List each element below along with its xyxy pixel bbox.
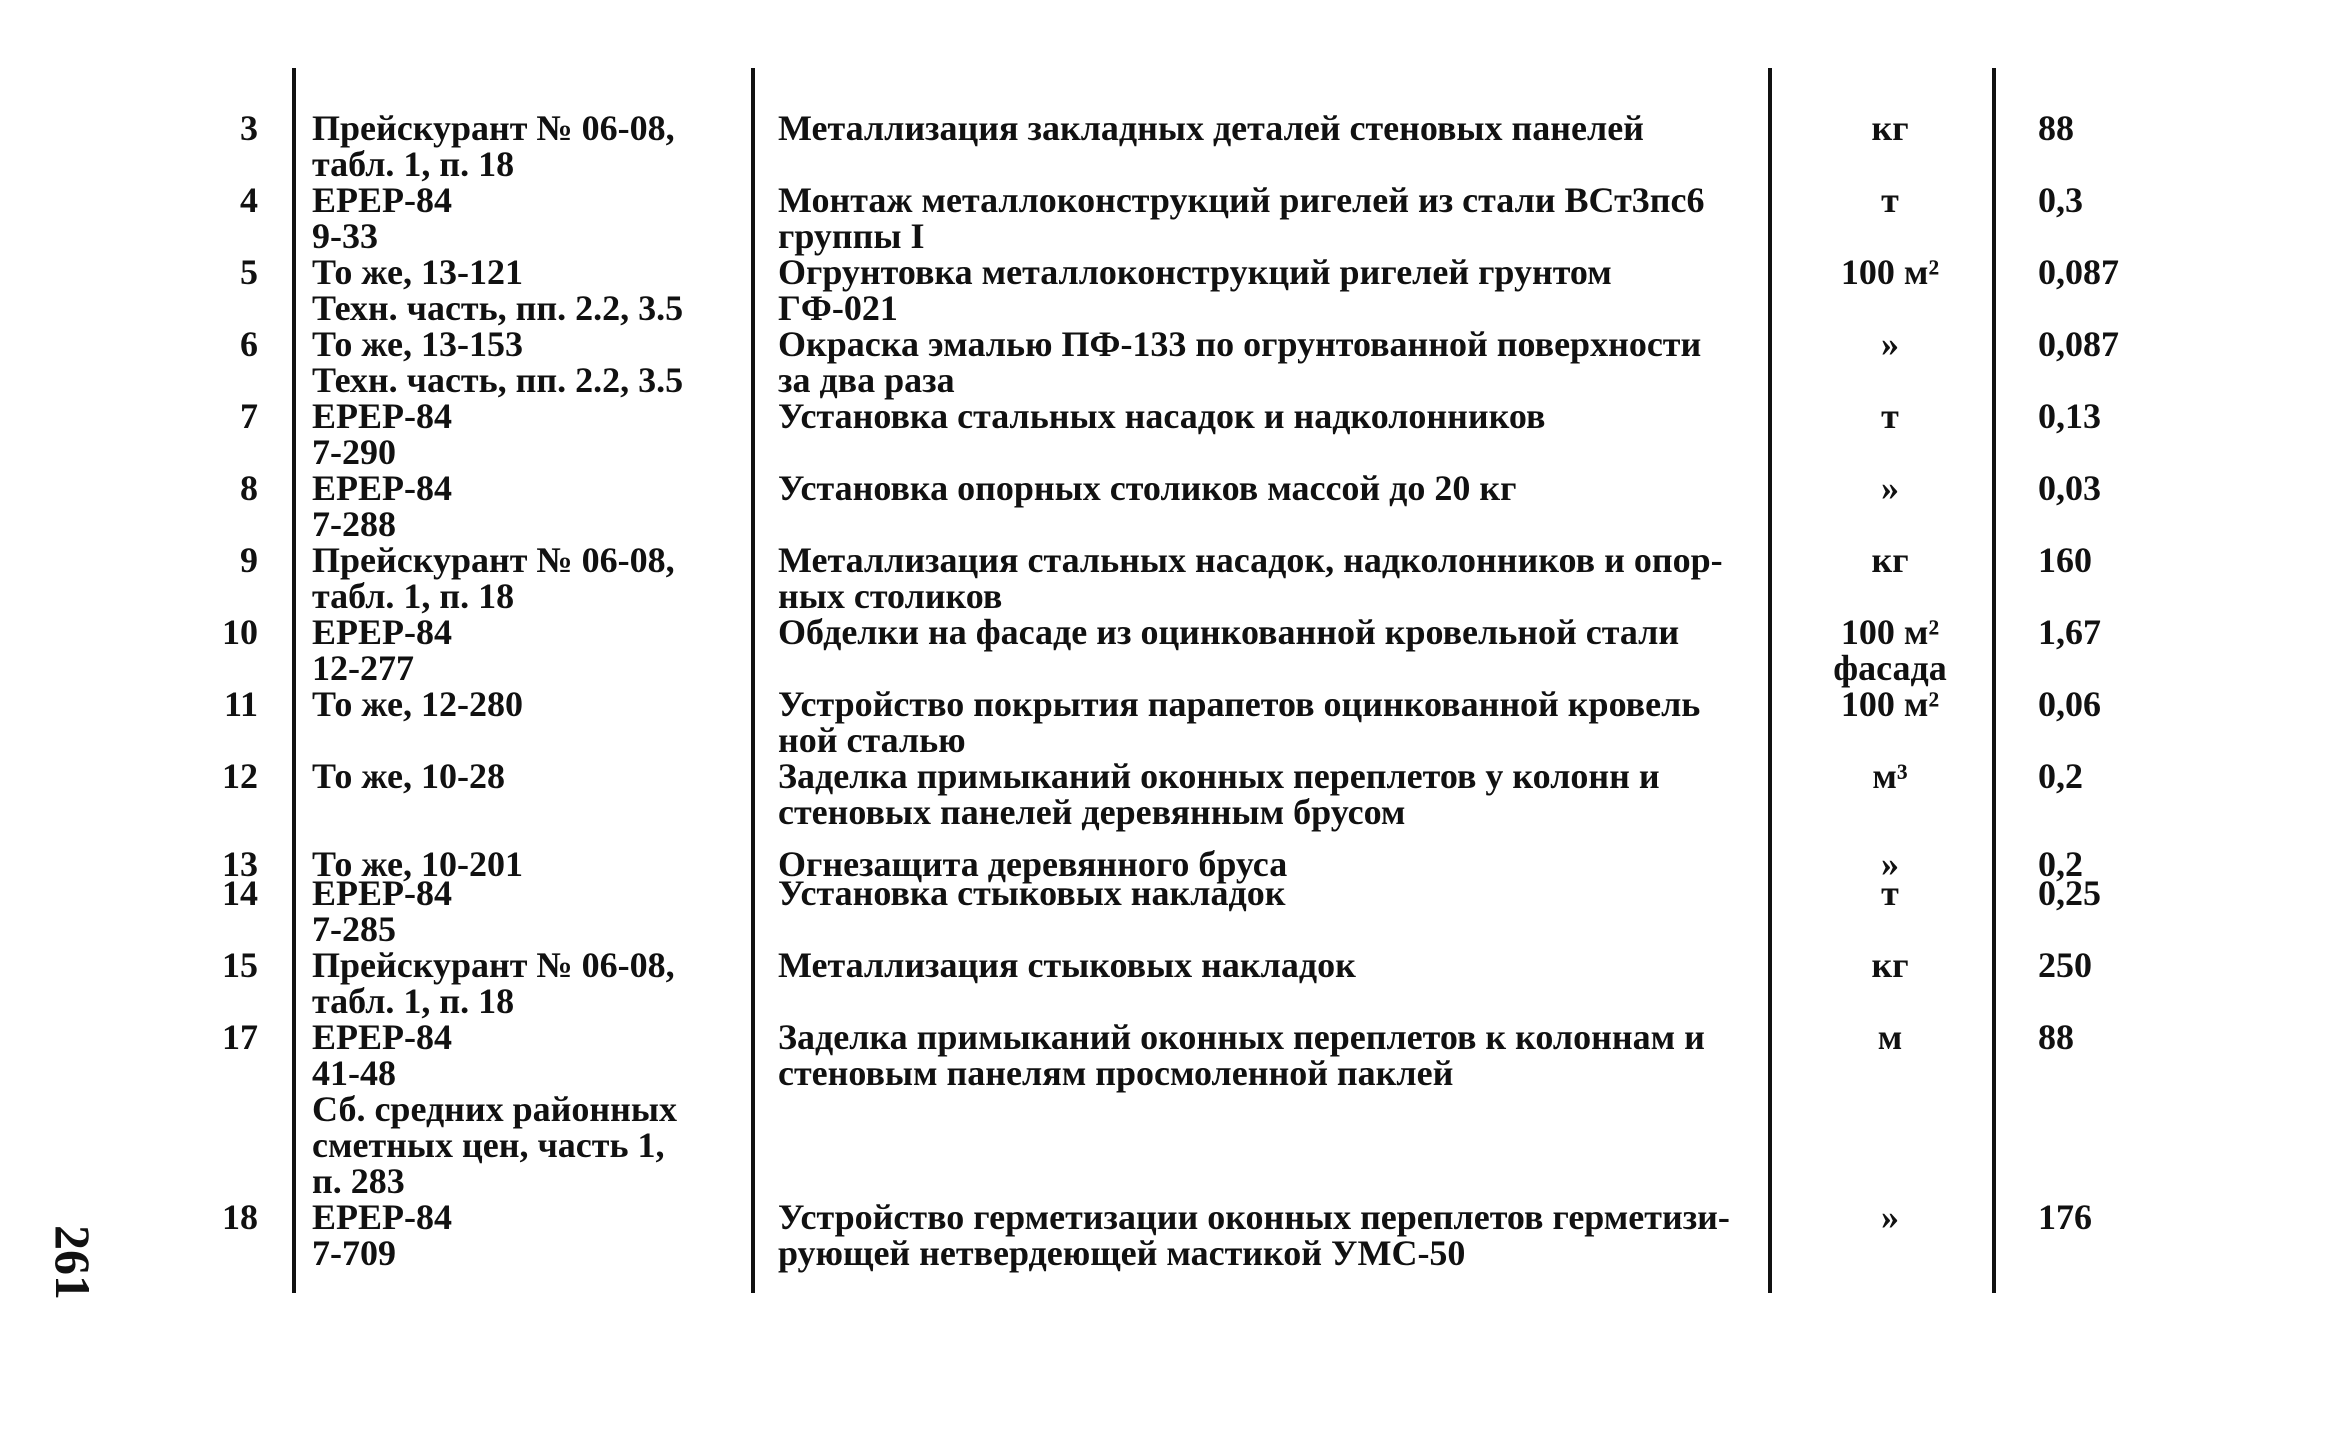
page-number: 261 [45,1225,101,1300]
row-number: 8 [240,468,258,508]
column-divider [292,68,296,1293]
unit: т [1881,873,1899,913]
work-description: Металлизация стальных насадок, надколонников и опор- ных столиков [778,540,1723,616]
unit: кг [1871,108,1909,148]
source-reference: То же, 10-28 [312,756,505,796]
work-description: Устройство покрытия парапетов оцинкованной кровель ной сталью [778,684,1701,760]
source-reference: ЕРЕР-84 7-288 [312,468,452,544]
source-reference: ЕРЕР-84 7-709 [312,1197,452,1273]
source-reference: ЕРЕР-84 41-48 Сб. средних районных сметных цен, часть 1, п. 283 [312,1017,677,1201]
unit: 100 м² фасада [1833,612,1947,688]
unit: 100 м² [1840,684,1940,724]
row-number: 5 [240,252,258,292]
row-number: 6 [240,324,258,364]
work-description: Заделка примыканий оконных переплетов к колоннам и стеновым панелям просмоленной паклей [778,1017,1705,1093]
work-description: Металлизация закладных деталей стеновых панелей [778,108,1644,148]
column-divider [1768,68,1772,1293]
quantity: 88 [2038,1017,2074,1057]
quantity: 1,67 [2038,612,2101,652]
quantity: 0,25 [2038,873,2101,913]
work-description: Обделки на фасаде из оцинкованной кровельной стали [778,612,1680,652]
source-reference: ЕРЕР-84 12-277 [312,612,452,688]
quantity: 0,03 [2038,468,2101,508]
work-description: Устройство герметизации оконных переплетов герметизи- рующей нетвердеющей мастикой УМС-50 [778,1197,1730,1273]
work-description: Установка опорных столиков массой до 20 кг [778,468,1517,508]
row-number: 18 [222,1197,258,1237]
row-number: 9 [240,540,258,580]
quantity: 250 [2038,945,2092,985]
row-number: 15 [222,945,258,985]
quantity: 160 [2038,540,2092,580]
source-reference: Прейскурант № 06-08, табл. 1, п. 18 [312,945,675,1021]
unit: м [1877,1017,1903,1057]
source-reference: ЕРЕР-84 7-285 [312,873,452,949]
unit: т [1881,180,1899,220]
work-description: Окраска эмалью ПФ-133 по огрунтованной поверхности за два раза [778,324,1702,400]
row-number: 10 [222,612,258,652]
row-number: 12 [222,756,258,796]
source-reference: То же, 12-280 [312,684,523,724]
quantity: 0,2 [2038,844,2083,884]
row-number: 11 [223,684,258,724]
unit: » [1881,468,1899,508]
source-reference: ЕРЕР-84 9-33 [312,180,452,256]
unit: кг [1871,945,1909,985]
work-description: Установка стыковых накладок [778,873,1286,913]
unit: » [1881,324,1899,364]
column-divider [751,68,755,1293]
quantity: 0,06 [2038,684,2101,724]
work-description: Установка стальных насадок и надколонников [778,396,1546,436]
unit: 100 м² [1840,252,1940,292]
row-number: 17 [222,1017,258,1057]
quantity: 176 [2038,1197,2092,1237]
quantity: 0,087 [2038,252,2119,292]
work-description: Огнезащита деревянного бруса [778,844,1288,884]
quantity: 0,13 [2038,396,2101,436]
work-description: Огрунтовка металлоконструкций ригелей грунтом ГФ-021 [778,252,1612,328]
unit: т [1881,396,1899,436]
source-reference: Прейскурант № 06-08, табл. 1, п. 18 [312,108,675,184]
quantity: 88 [2038,108,2074,148]
row-number: 7 [240,396,258,436]
source-reference: То же, 13-153 Техн. часть, пп. 2.2, 3.5 [312,324,684,400]
work-description: Монтаж металлоконструкций ригелей из стали ВСт3пс6 группы I [778,180,1705,256]
source-reference: Прейскурант № 06-08, табл. 1, п. 18 [312,540,675,616]
work-description: Заделка примыканий оконных переплетов у колонн и стеновых панелей деревянным брусом [778,756,1660,832]
work-description: Металлизация стыковых накладок [778,945,1356,985]
unit: кг [1871,540,1909,580]
unit: » [1881,1197,1899,1237]
row-number: 14 [222,873,258,913]
unit: » [1881,844,1899,884]
row-number: 4 [240,180,258,220]
source-reference: ЕРЕР-84 7-290 [312,396,452,472]
quantity: 0,3 [2038,180,2083,220]
unit: м³ [1872,756,1908,796]
row-number: 13 [222,844,258,884]
source-reference: То же, 10-201 [312,844,523,884]
source-reference: То же, 13-121 Техн. часть, пп. 2.2, 3.5 [312,252,684,328]
quantity: 0,087 [2038,324,2119,364]
quantity: 0,2 [2038,756,2083,796]
row-number: 3 [240,108,258,148]
